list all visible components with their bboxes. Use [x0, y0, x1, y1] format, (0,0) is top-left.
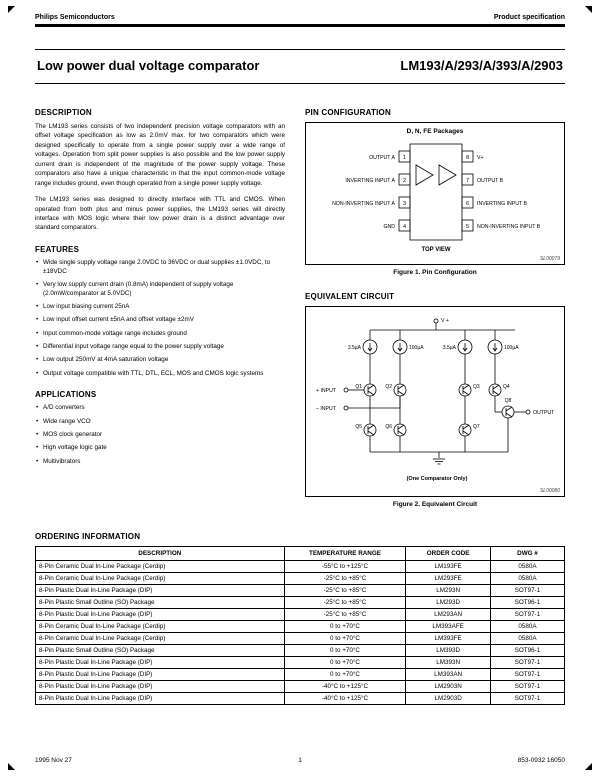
list-item: • High voltage logic gate	[35, 444, 285, 453]
table-cell: 0 to +70°C	[284, 645, 406, 657]
table-cell: LM293AN	[406, 609, 491, 621]
table-cell: 0 to +70°C	[284, 669, 406, 681]
table-cell: LM393N	[406, 657, 491, 669]
top-view-label: TOP VIEW	[421, 247, 451, 253]
current-source	[488, 340, 502, 354]
table-cell: LM393AN	[406, 669, 491, 681]
column-header: DESCRIPTION	[36, 547, 285, 561]
table-cell: SOT97-1	[490, 609, 564, 621]
current-source-label: 100µA	[409, 345, 424, 351]
corner-mark	[585, 763, 592, 770]
table-cell: LM193FE	[406, 561, 491, 573]
list-item: • Low input biasing current 25nA	[35, 303, 285, 312]
ordering-section	[35, 532, 565, 705]
figure2-caption: Figure 2. Equivalent Circuit	[392, 501, 478, 508]
main-columns	[35, 108, 565, 524]
features-list	[35, 259, 285, 379]
table-cell: -40°C to +125°C	[284, 681, 406, 693]
transistor	[459, 424, 471, 436]
table-row	[36, 597, 565, 609]
column-header: DWG #	[490, 547, 564, 561]
input-minus-label: – INPUT	[316, 406, 336, 412]
transistor-label: Q1	[355, 384, 362, 390]
ordering-heading: ORDERING INFORMATION	[35, 532, 141, 541]
table-cell: SOT96-1	[490, 597, 564, 609]
column-header: TEMPERATURE RANGE	[284, 547, 406, 561]
output-terminal	[526, 410, 530, 414]
transistor-label: Q2	[385, 384, 392, 390]
equivalent-circuit-figure	[305, 306, 565, 497]
footer-code: 853-0932 16050	[517, 757, 566, 764]
table-row	[36, 669, 565, 681]
table-cell: 0 to +70°C	[284, 621, 406, 633]
header-company: Philips Semiconductors	[35, 14, 115, 21]
pin-label: INVERTING INPUT B	[477, 201, 527, 207]
table-row	[36, 657, 565, 669]
header-doc-type: Product specification	[493, 14, 565, 21]
table-cell: LM293N	[406, 585, 491, 597]
applications-list	[35, 404, 285, 466]
ground-symbol	[433, 459, 445, 464]
table-cell: 8-Pin Plastic Dual In-Line Package (DIP)	[36, 609, 285, 621]
pin-number: 1	[402, 155, 407, 161]
description-paragraph: The LM193 series consists of two independent precision voltage comparators with an offset voltage specification as low as 2.0mV max. for two comparators which were designed specifically to operate from a single power supply over a wide range of voltages. Operation from split power supplies is also possible and the low power supply current drain is independent of the magnitude of the power supply voltage. These comparators also have a unique characteristic in that the input common-mode voltage range includes ground, even though operated from a single power supply voltage.	[35, 123, 285, 187]
table-cell: SOT97-1	[490, 657, 564, 669]
pin-number: 2	[402, 178, 407, 184]
table-cell: LM293FE	[406, 573, 491, 585]
table-row	[36, 633, 565, 645]
table-cell: 8-Pin Plastic Small Outline (SO) Package	[36, 645, 285, 657]
table-cell: SOT97-1	[490, 585, 564, 597]
corner-mark	[8, 6, 15, 13]
part-number: LM193/A/293/A/393/A/2903	[400, 58, 563, 73]
table-cell: -25°C to +85°C	[284, 597, 406, 609]
description-paragraph: The LM193 series was designed to directly interface with TTL and CMOS. When operated from both plus and minus power supplies, the LM193 series will directly interface with MOS logic where their low power drain is a distinct advantage over standard comparators.	[35, 196, 285, 232]
table-cell: SOT97-1	[490, 669, 564, 681]
list-item: • Output voltage compatible with TTL, DTL, ECL, MOS and CMOS logic systems	[35, 370, 285, 379]
pin-number: 6	[465, 201, 470, 207]
applications-heading: APPLICATIONS	[35, 390, 97, 400]
pin-label: OUTPUT A	[369, 155, 395, 161]
pin-configuration-figure	[305, 122, 565, 265]
page-title: Low power dual voltage comparator	[37, 58, 260, 73]
table-cell: LM393D	[406, 645, 491, 657]
list-item: • Differential input voltage range equal to the power supply voltage	[35, 343, 285, 352]
table-cell: 8-Pin Plastic Dual In-Line Package (DIP)	[36, 657, 285, 669]
table-cell: SOT96-1	[490, 645, 564, 657]
table-cell: LM393AFE	[406, 621, 491, 633]
description-heading: DESCRIPTION	[35, 108, 92, 117]
table-cell: 8-Pin Plastic Dual In-Line Package (DIP)	[36, 681, 285, 693]
pin-number: 4	[402, 224, 407, 230]
pin-label: V+	[477, 155, 484, 161]
table-row	[36, 573, 565, 585]
table-row	[36, 693, 565, 705]
current-source-label: 3.5µA	[347, 345, 361, 351]
input-plus-terminal	[344, 388, 348, 392]
table-cell: 8-Pin Ceramic Dual In-Line Package (Cerdip)	[36, 633, 285, 645]
list-item: • Low input offset current ±5nA and offset voltage ±2mV	[35, 316, 285, 325]
table-row	[36, 645, 565, 657]
pin-configuration-heading: PIN CONFIGURATION	[305, 108, 391, 117]
table-cell: 0 to +70°C	[284, 657, 406, 669]
ordering-table	[35, 546, 565, 705]
table-cell: -25°C to +85°C	[284, 609, 406, 621]
pin-number: 8	[465, 155, 470, 161]
pin-label: NON-INVERTING INPUT A	[332, 201, 395, 207]
transistor-label: Q6	[385, 424, 392, 430]
figure1-caption: Figure 1. Pin Configuration	[393, 269, 477, 276]
footer-date: 1995 Nov 27	[35, 757, 72, 764]
current-source-label: 3.5µA	[442, 345, 456, 351]
transistor-label: Q8	[504, 398, 512, 404]
page-header	[35, 14, 565, 21]
table-cell: 8-Pin Ceramic Dual In-Line Package (Cerdip)	[36, 573, 285, 585]
table-cell: 8-Pin Plastic Dual In-Line Package (DIP)	[36, 669, 285, 681]
vplus-terminal	[434, 319, 438, 323]
list-item: • MOS clock generator	[35, 431, 285, 440]
pin-label: GND	[383, 224, 395, 230]
current-source	[393, 340, 407, 354]
table-cell: 0580A	[490, 573, 564, 585]
list-item: • Very low supply current drain (0.8mA) independent of supply voltage (2.0mW/comparator at 5.0VDC)	[35, 281, 285, 299]
table-cell: SOT97-1	[490, 681, 564, 693]
table-cell: LM393FE	[406, 633, 491, 645]
table-cell: 0580A	[490, 621, 564, 633]
transistor	[489, 384, 501, 396]
table-cell: 8-Pin Plastic Dual In-Line Package (DIP)	[36, 693, 285, 705]
pin-diagram	[310, 138, 560, 256]
equivalent-circuit-heading: EQUIVALENT CIRCUIT	[305, 292, 395, 301]
table-header-row	[36, 547, 565, 561]
comparator-a-symbol	[416, 165, 433, 185]
corner-mark	[8, 763, 15, 770]
list-item: • Multivibrators	[35, 458, 285, 467]
list-item: • Wide range VCO	[35, 418, 285, 427]
footer-page-number: 1	[298, 757, 302, 764]
list-item: • Low output 250mV at 4mA saturation voltage	[35, 356, 285, 365]
table-cell: SOT97-1	[490, 693, 564, 705]
table-cell: 8-Pin Ceramic Dual In-Line Package (Cerdip)	[36, 561, 285, 573]
transistor	[364, 384, 376, 396]
ordering-table-body	[36, 561, 565, 705]
figure-code: SL00079	[539, 256, 560, 262]
vplus-label: V +	[441, 318, 449, 324]
table-cell: -25°C to +85°C	[284, 573, 406, 585]
transistor	[394, 424, 406, 436]
output-label: OUTPUT	[533, 410, 555, 416]
table-row	[36, 561, 565, 573]
right-column	[305, 108, 565, 524]
transistor	[364, 424, 376, 436]
page-footer	[35, 757, 565, 764]
title-block	[35, 49, 565, 84]
pin-label: INVERTING INPUT A	[345, 178, 395, 184]
table-row	[36, 609, 565, 621]
pin-label: NON-INVERTING INPUT B	[477, 224, 541, 230]
features-heading: FEATURES	[35, 244, 80, 254]
package-title: D, N, FE Packages	[406, 128, 464, 135]
table-cell: LM293D	[406, 597, 491, 609]
table-cell: 8-Pin Plastic Small Outline (SO) Package	[36, 597, 285, 609]
pin-label: OUTPUT B	[477, 178, 504, 184]
current-source	[363, 340, 377, 354]
current-source-label: 100µA	[504, 345, 519, 351]
table-cell: 0580A	[490, 633, 564, 645]
transistor	[459, 384, 471, 396]
transistor-label: Q7	[473, 424, 480, 430]
table-row	[36, 681, 565, 693]
circuit-note: (One Comparator Only)	[406, 476, 468, 482]
table-cell: 8-Pin Ceramic Dual In-Line Package (Cerdip)	[36, 621, 285, 633]
table-cell: -55°C to +125°C	[284, 561, 406, 573]
table-row	[36, 621, 565, 633]
pin-number: 3	[402, 201, 407, 207]
table-cell: -40°C to +125°C	[284, 693, 406, 705]
table-cell: 8-Pin Plastic Dual In-Line Package (DIP)	[36, 585, 285, 597]
left-column	[35, 108, 285, 524]
table-cell: LM2903N	[406, 681, 491, 693]
equivalent-circuit-diagram	[310, 312, 560, 488]
input-plus-label: + INPUT	[316, 388, 337, 394]
table-cell: 0 to +70°C	[284, 633, 406, 645]
corner-mark	[585, 6, 592, 13]
transistor-label: Q4	[503, 384, 510, 390]
transistor-label: Q3	[473, 384, 480, 390]
table-cell: -25°C to +85°C	[284, 585, 406, 597]
table-cell: LM2903D	[406, 693, 491, 705]
transistor	[502, 406, 514, 418]
transistor	[394, 384, 406, 396]
list-item: • Wide single supply voltage range 2.0VDC to 36VDC or dual supplies ±1.0VDC, to ±18VDC	[35, 259, 285, 277]
input-minus-terminal	[344, 406, 348, 410]
pin-number: 7	[465, 178, 470, 184]
table-row	[36, 585, 565, 597]
transistor-label: Q5	[355, 424, 362, 430]
pin-number: 5	[465, 224, 470, 230]
comparator-b-symbol	[439, 165, 456, 185]
table-cell: 0580A	[490, 561, 564, 573]
list-item: • A/D converters	[35, 404, 285, 413]
column-header: ORDER CODE	[406, 547, 491, 561]
current-source	[458, 340, 472, 354]
header-rule	[35, 24, 565, 27]
figure-code: SL00080	[539, 488, 560, 494]
list-item: • Input common-mode voltage range includes ground	[35, 330, 285, 339]
